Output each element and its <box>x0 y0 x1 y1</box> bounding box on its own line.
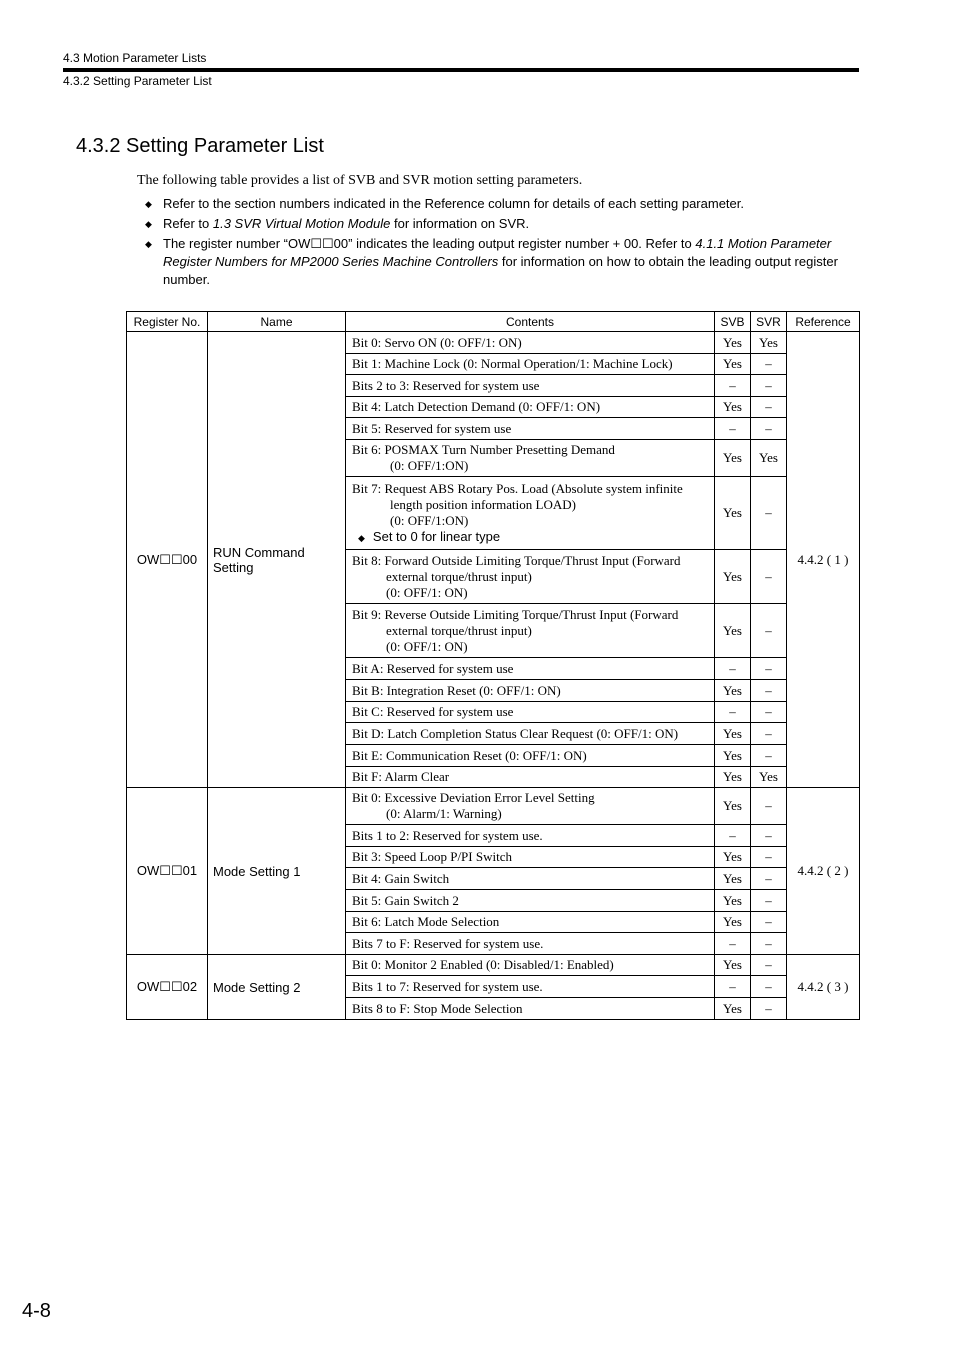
svr-cell: – <box>751 933 787 955</box>
svr-cell: – <box>751 354 787 375</box>
contents-cell: Bits 1 to 2: Reserved for system use. <box>346 825 715 847</box>
contents-cell: Bits 8 to F: Stop Mode Selection <box>346 998 715 1020</box>
running-header-section: 4.3 Motion Parameter Lists <box>63 51 207 65</box>
svr-cell: – <box>751 702 787 723</box>
svr-cell: – <box>751 825 787 847</box>
col-header-register: Register No. <box>127 312 208 332</box>
contents-cell: Bit 8: Forward Outside Limiting Torque/Thrust Input (Forward external torque/thrust input) (0: OFF/1: ON) <box>346 550 715 604</box>
svb-cell: Yes <box>715 332 751 354</box>
svb-cell: Yes <box>715 397 751 418</box>
svr-cell: – <box>751 868 787 890</box>
intro-paragraph: The following table provides a list of SVB and SVR motion setting parameters. <box>137 173 583 188</box>
col-header-name: Name <box>208 312 346 332</box>
page-number: 4-8 <box>22 1300 51 1322</box>
svr-cell: – <box>751 890 787 912</box>
diamond-bullet-icon: ◆ <box>145 199 152 209</box>
contents-cell: Bit 7: Request ABS Rotary Pos. Load (Absolute system infinite length position information LOAD) (0: OFF/1:ON) ◆ Set to 0 for linear type <box>346 477 715 550</box>
table-row <box>127 332 860 354</box>
svb-cell: Yes <box>715 604 751 658</box>
col-header-reference: Reference <box>787 312 860 332</box>
svr-cell: – <box>751 658 787 680</box>
contents-cell: Bit 4: Latch Detection Demand (0: OFF/1: ON) <box>346 397 715 418</box>
svb-cell: Yes <box>715 868 751 890</box>
svb-cell: Yes <box>715 767 751 788</box>
svr-cell: – <box>751 847 787 868</box>
svb-cell: Yes <box>715 847 751 868</box>
col-header-svr: SVR <box>751 312 787 332</box>
contents-cell: Bit 9: Reverse Outside Limiting Torque/Thrust Input (Forward external torque/thrust input) (0: OFF/1: ON) <box>346 604 715 658</box>
table-row <box>127 788 860 825</box>
contents-cell: Bit 6: Latch Mode Selection <box>346 912 715 933</box>
svb-cell: Yes <box>715 998 751 1020</box>
svr-cell: – <box>751 375 787 397</box>
svr-cell: Yes <box>751 767 787 788</box>
svb-cell: Yes <box>715 477 751 550</box>
table-header-row <box>127 312 860 332</box>
svb-cell: – <box>715 375 751 397</box>
svr-cell: – <box>751 418 787 440</box>
contents-cell: Bit 3: Speed Loop P/PI Switch <box>346 847 715 868</box>
svb-cell: Yes <box>715 745 751 767</box>
col-header-svb: SVB <box>715 312 751 332</box>
svb-cell: – <box>715 825 751 847</box>
contents-cell: Bit E: Communication Reset (0: OFF/1: ON) <box>346 745 715 767</box>
svr-cell: – <box>751 397 787 418</box>
svr-cell: – <box>751 998 787 1020</box>
svb-cell: Yes <box>715 680 751 702</box>
note-item: ◆ The register number “OW☐☐00” indicates the leading output register number + 00. Refer to 4.1.1 Motion Parameter Register Numbers for MP2000 Series Machine Controllers for information on how to obtain the leading output register number. <box>145 236 838 287</box>
parameter-name: RUN Command Setting <box>208 332 346 788</box>
svb-cell: – <box>715 418 751 440</box>
note-item: ◆ Refer to the section numbers indicated in the Reference column for details of each setting parameter. <box>145 196 744 211</box>
parameter-name: Mode Setting 1 <box>208 788 346 955</box>
svb-cell: Yes <box>715 912 751 933</box>
svb-cell: – <box>715 976 751 998</box>
contents-cell: Bit B: Integration Reset (0: OFF/1: ON) <box>346 680 715 702</box>
svr-cell: – <box>751 550 787 604</box>
contents-cell: Bits 7 to F: Reserved for system use. <box>346 933 715 955</box>
diamond-bullet-icon: ◆ <box>145 239 152 249</box>
contents-cell: Bit 6: POSMAX Turn Number Presetting Demand (0: OFF/1:ON) <box>346 440 715 477</box>
diamond-bullet-icon: ◆ <box>358 532 365 543</box>
register-number: OW☐☐01 <box>127 788 208 955</box>
svb-cell: – <box>715 933 751 955</box>
contents-cell: Bit 0: Excessive Deviation Error Level Setting (0: Alarm/1: Warning) <box>346 788 715 825</box>
register-number: OW☐☐02 <box>127 955 208 1020</box>
parameter-name: Mode Setting 2 <box>208 955 346 1020</box>
cross-reference: 4.1.1 Motion Parameter Register Numbers for MP2000 Series Machine Controllers <box>163 236 832 269</box>
svr-cell: Yes <box>751 332 787 354</box>
svr-cell: – <box>751 745 787 767</box>
contents-cell: Bit 1: Machine Lock (0: Normal Operation/1: Machine Lock) <box>346 354 715 375</box>
svr-cell: – <box>751 955 787 976</box>
reference-cell: 4.4.2 ( 1 ) <box>787 332 860 788</box>
svr-cell: – <box>751 604 787 658</box>
note-list <box>145 195 859 291</box>
contents-cell: Bit C: Reserved for system use <box>346 702 715 723</box>
svr-cell: – <box>751 788 787 825</box>
svb-cell: Yes <box>715 723 751 745</box>
svr-cell: Yes <box>751 440 787 477</box>
svr-cell: – <box>751 477 787 550</box>
cross-reference: 1.3 SVR Virtual Motion Module <box>212 216 391 231</box>
svb-cell: Yes <box>715 354 751 375</box>
svb-cell: Yes <box>715 440 751 477</box>
contents-cell: Bits 1 to 7: Reserved for system use. <box>346 976 715 998</box>
svr-cell: – <box>751 912 787 933</box>
contents-cell: Bit D: Latch Completion Status Clear Request (0: OFF/1: ON) <box>346 723 715 745</box>
contents-cell: Bit 5: Gain Switch 2 <box>346 890 715 912</box>
contents-cell: Bit 0: Monitor 2 Enabled (0: Disabled/1: Enabled) <box>346 955 715 976</box>
diamond-bullet-icon: ◆ <box>145 219 152 229</box>
svr-cell: – <box>751 723 787 745</box>
header-rule <box>63 68 859 72</box>
contents-cell: Bits 2 to 3: Reserved for system use <box>346 375 715 397</box>
svb-cell: Yes <box>715 788 751 825</box>
table-row <box>127 955 860 976</box>
contents-cell: Bit 0: Servo ON (0: OFF/1: ON) <box>346 332 715 354</box>
svb-cell: Yes <box>715 955 751 976</box>
running-header-subsection: 4.3.2 Setting Parameter List <box>63 74 212 88</box>
svb-cell: – <box>715 658 751 680</box>
svr-cell: – <box>751 976 787 998</box>
reference-cell: 4.4.2 ( 3 ) <box>787 955 860 1020</box>
setting-parameter-table <box>126 311 860 1020</box>
page-title: 4.3.2 Setting Parameter List <box>76 135 324 157</box>
svb-cell: Yes <box>715 550 751 604</box>
contents-cell: Bit 5: Reserved for system use <box>346 418 715 440</box>
svb-cell: – <box>715 702 751 723</box>
svb-cell: Yes <box>715 890 751 912</box>
note-item: ◆ Refer to 1.3 SVR Virtual Motion Module for information on SVR. <box>145 216 530 231</box>
svr-cell: – <box>751 680 787 702</box>
col-header-contents: Contents <box>346 312 715 332</box>
contents-cell: Bit 4: Gain Switch <box>346 868 715 890</box>
contents-cell: Bit F: Alarm Clear <box>346 767 715 788</box>
contents-cell: Bit A: Reserved for system use <box>346 658 715 680</box>
register-number: OW☐☐00 <box>127 332 208 788</box>
reference-cell: 4.4.2 ( 2 ) <box>787 788 860 955</box>
